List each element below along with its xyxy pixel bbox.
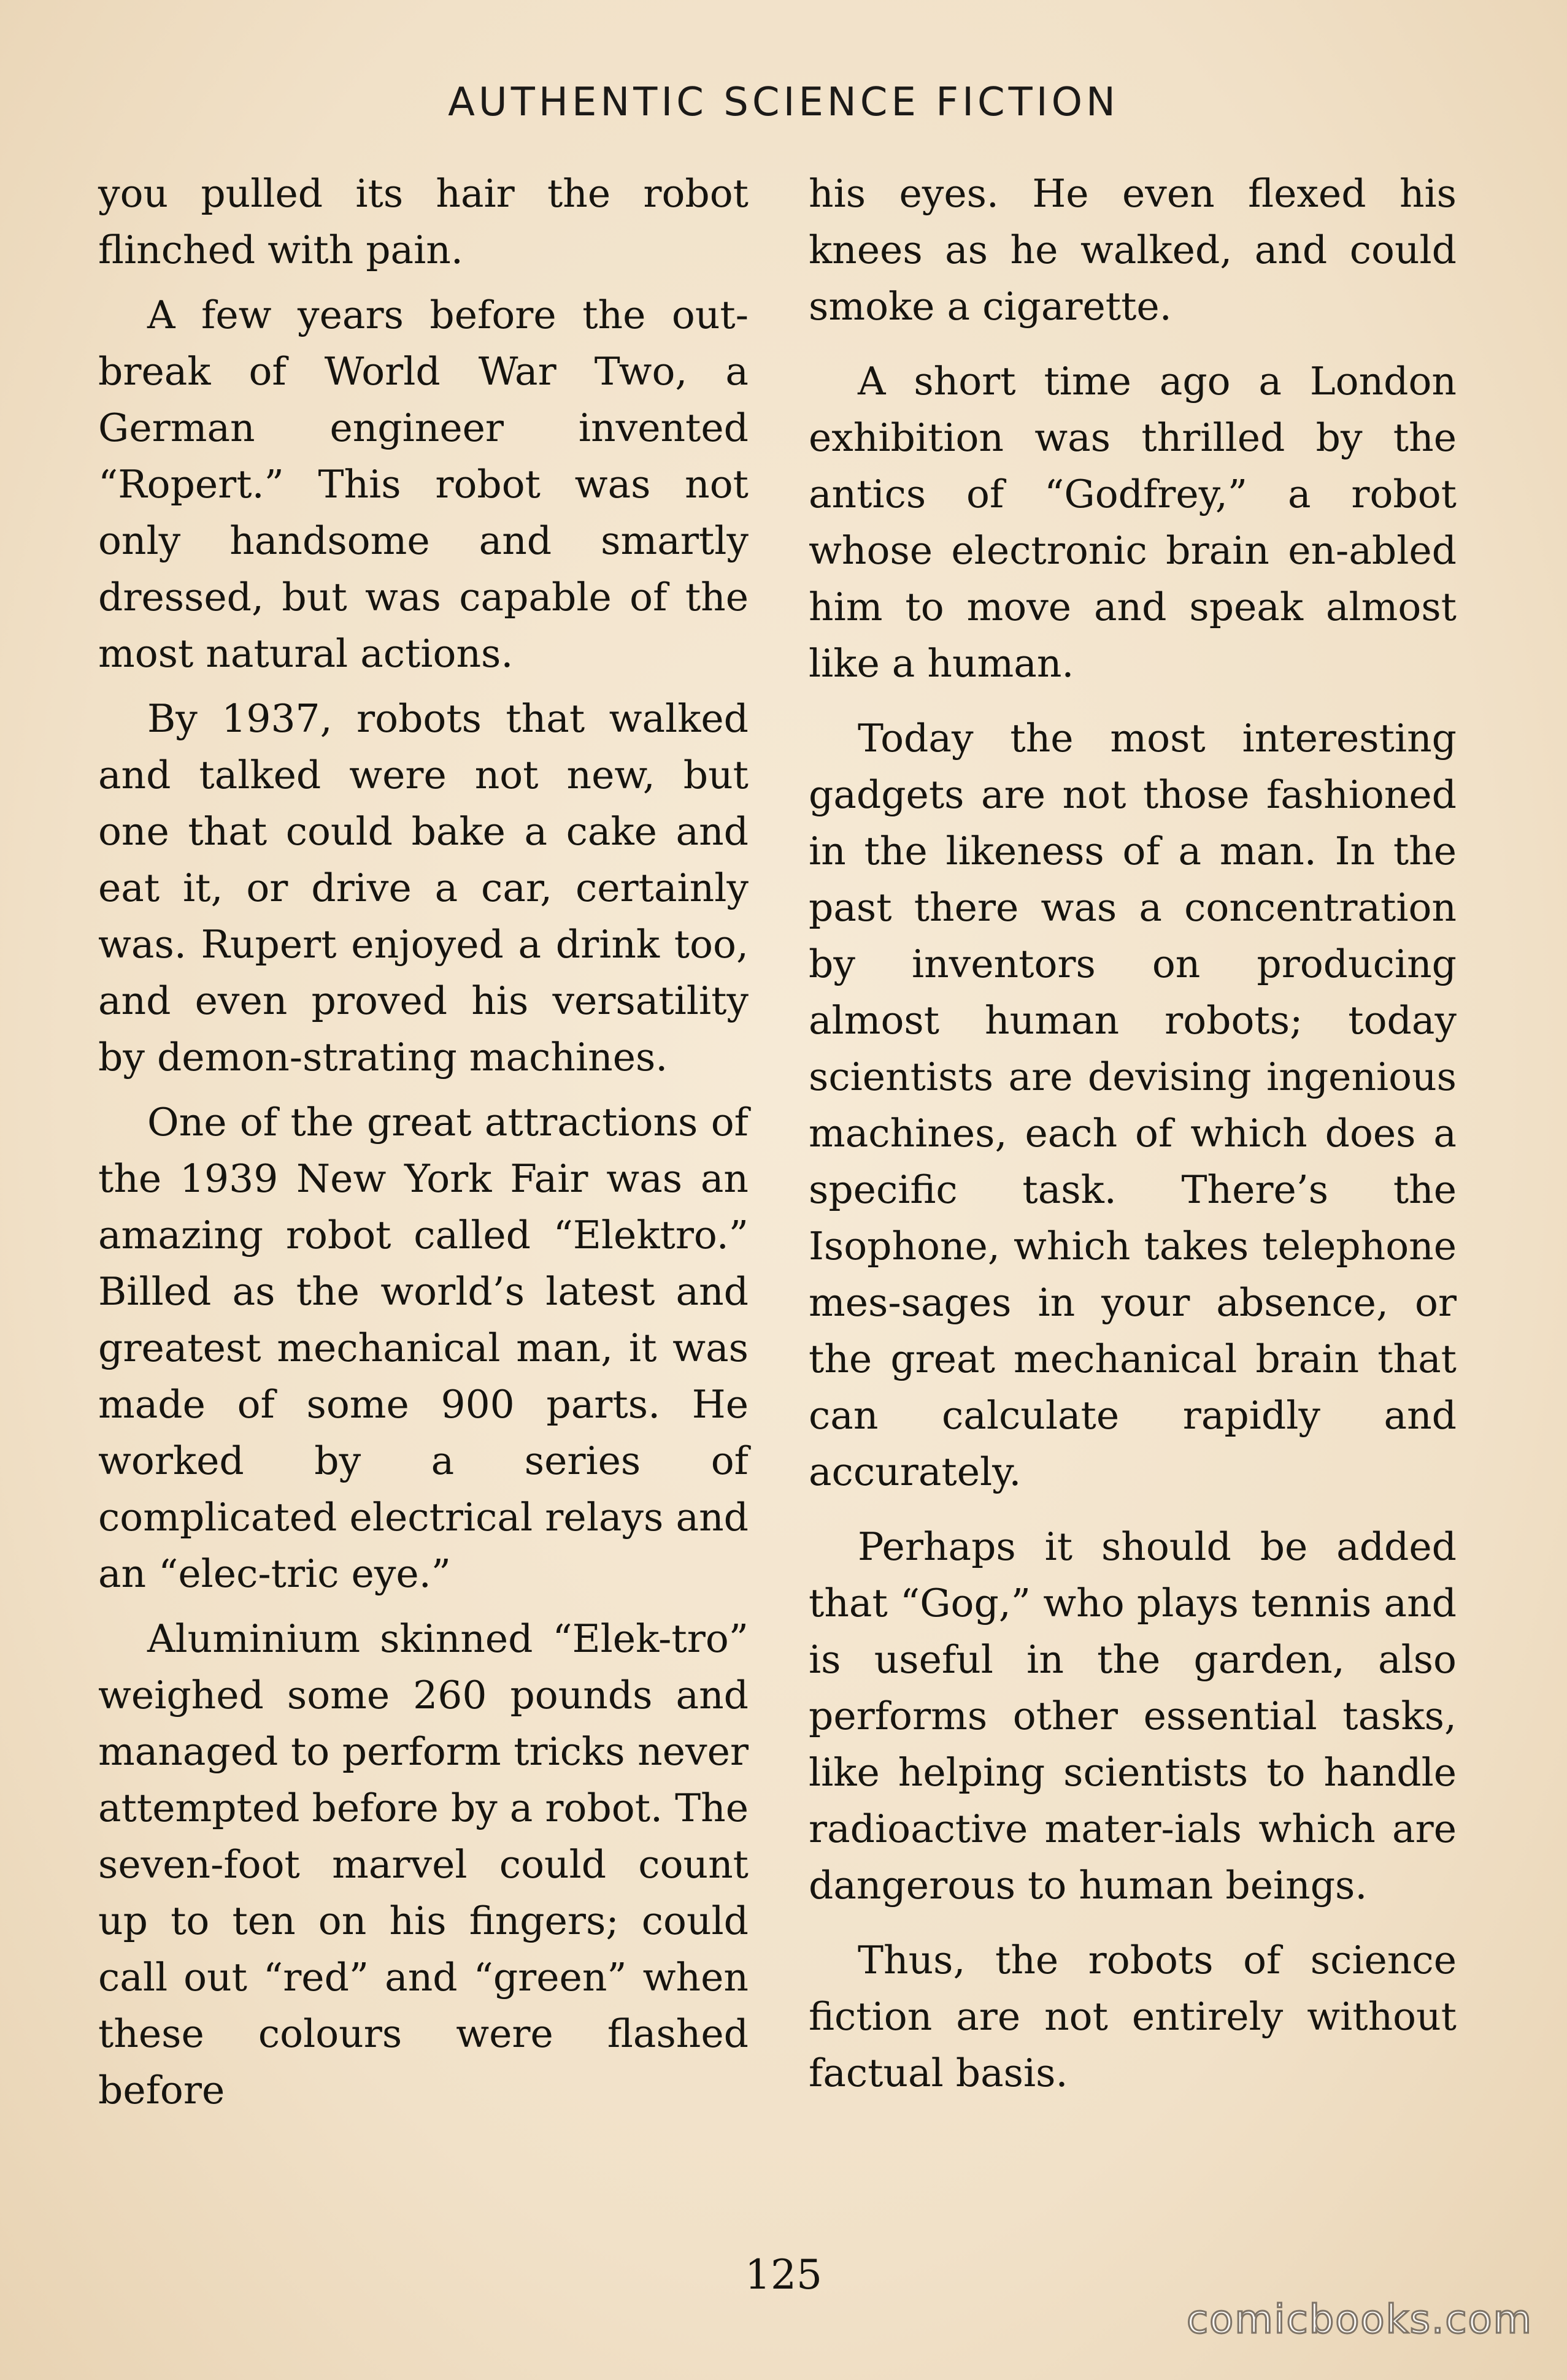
paragraph: his eyes. He even flexed his knees as he walked, and could smoke a cigarette.: [809, 171, 1457, 329]
paragraph: you pulled its hair the robot flinched with pain.: [98, 171, 749, 272]
paragraph: By 1937, robots that walked and talked were not new, but one that could bake a cake and eat it, or drive a car, certainly was. Rupert enjoyed a drink too, and even proved his versatility by demon-strating machines.: [98, 696, 749, 1080]
right-column: [809, 166, 1457, 2110]
paragraph: Aluminium skinned “Elek-tro” weighed some 260 pounds and managed to perform tricks never attempted before by a robot. The seven-foot marvel could count up to ten on his fingers; could call out “red” and “green” when these colours were flashed before: [98, 1616, 749, 2113]
watermark-logo: comicbooks.com: [1186, 2297, 1533, 2343]
left-column: [98, 166, 749, 2127]
paragraph: Today the most interesting gadgets are not those fashioned in the likeness of a man. In the past there was a concentration by inventors on producing almost human robots; today scientists are devising ingenious machines, each of which does a specific task. There’s the Isophone, which takes telephone mes-sages in your absence, or the great mechanical brain that can calculate rapidly and accurately.: [809, 716, 1457, 1494]
paragraph: Perhaps it should be added that “Gog,” who plays tennis and is useful in the garden, also performs other essential tasks, like helping scientists to handle radioactive mater-ials which are dangerous to human beings.: [809, 1524, 1457, 1908]
paragraph: A few years before the out-break of World War Two, a German engineer invented “Ropert.” This robot was not only handsome and smartly dressed, but was capable of the most natural actions.: [98, 293, 749, 676]
paragraph: One of the great attractions of the 1939 New York Fair was an amazing robot called “Elektro.” Billed as the world’s latest and greatest mechanical man, it was made of some 900 parts. He worked by a series of complicated electrical relays and an “elec-tric eye.”: [98, 1100, 749, 1596]
page-number: 125: [745, 2251, 822, 2298]
paragraph: A short time ago a London exhibition was thrilled by the antics of “Godfrey,” a robot whose electronic brain en-abled him to move and speak almost like a human.: [809, 359, 1457, 686]
running-header: AUTHENTIC SCIENCE FICTION: [448, 80, 1119, 125]
paragraph: Thus, the robots of science fiction are not entirely without factual basis.: [809, 1938, 1457, 2095]
